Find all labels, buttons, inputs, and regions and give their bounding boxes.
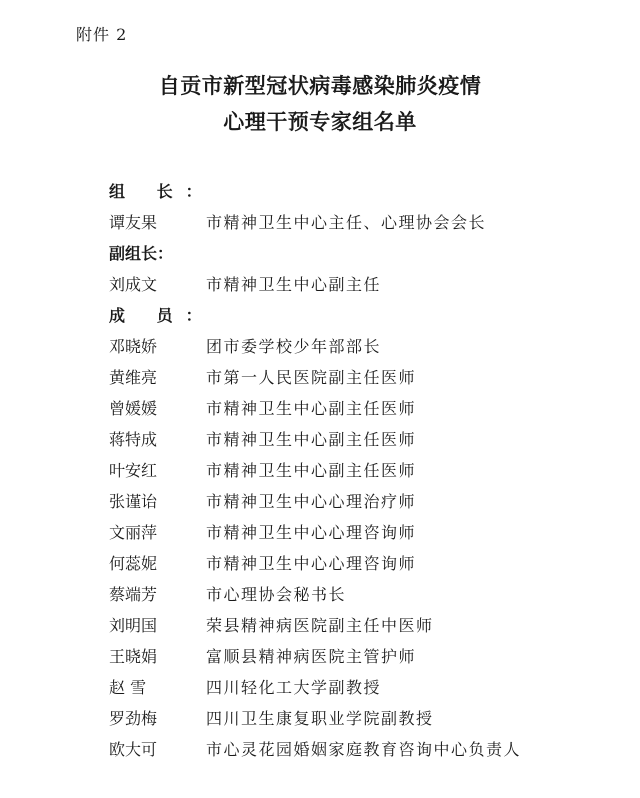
member-duty: 市精神卫生中心心理咨询师 [206,523,417,542]
member-name: 叶安红 [109,461,158,480]
member-duty: 市心理协会秘书长 [206,585,347,604]
section-label-deputy: 副组长： [109,244,174,263]
member-name: 刘明国 [109,616,158,635]
member-row [109,548,609,579]
member-name: 欧大可 [109,740,158,759]
member-name: 何蕊妮 [109,554,158,573]
member-name: 赵 雪 [109,678,147,697]
member-row [109,393,609,424]
member-row [109,641,609,672]
member-duty: 市精神卫生中心主任、心理协会会长 [206,213,487,232]
member-duty: 市第一人民医院副主任医师 [206,368,417,387]
member-name: 刘成文 [109,275,158,294]
member-row [109,331,609,362]
member-duty: 荣县精神病医院副主任中医师 [206,616,434,635]
member-row [109,269,609,300]
document-title-line1: 自贡市新型冠状病毒感染肺炎疫情 [158,73,482,98]
member-row [109,455,609,486]
member-name: 文丽萍 [109,523,158,542]
section-label-members: 成 员： [109,306,215,325]
member-duty: 市精神卫生中心心理咨询师 [206,554,417,573]
member-duty: 四川轻化工大学副教授 [206,678,382,697]
member-duty: 市心灵花园婚姻家庭教育咨询中心负责人 [206,740,522,759]
member-row [109,703,609,734]
member-row [109,517,609,548]
document-title-line2: 心理干预专家组名单 [223,109,417,134]
section-label-leader: 组 长： [109,182,215,201]
member-name: 张谨诒 [109,492,158,511]
member-duty: 富顺县精神病医院主管护师 [206,647,417,666]
member-row [109,610,609,641]
member-row [109,672,609,703]
member-duty: 市精神卫生中心副主任 [206,275,382,294]
member-name: 谭友果 [109,213,158,232]
member-row [109,579,609,610]
member-duty: 市精神卫生中心副主任医师 [206,430,417,449]
expert-roster [109,176,609,765]
member-row [109,734,609,765]
member-row [109,486,609,517]
member-name: 邓晓娇 [109,337,158,356]
member-duty: 市精神卫生中心心理治疗师 [206,492,417,511]
member-name: 蔡端芳 [109,585,158,604]
member-name: 蒋特成 [109,430,158,449]
member-duty: 市精神卫生中心副主任医师 [206,461,417,480]
member-duty: 团市委学校少年部部长 [206,337,382,356]
attachment-label: 附件 2 [76,25,128,44]
member-row [109,207,609,238]
member-name: 曾媛媛 [109,399,158,418]
member-name: 王晓娟 [109,647,158,666]
member-duty: 四川卫生康复职业学院副教授 [206,709,434,728]
member-duty: 市精神卫生中心副主任医师 [206,399,417,418]
member-row [109,362,609,393]
member-row [109,424,609,455]
member-name: 黄维亮 [109,368,158,387]
member-name: 罗劲梅 [109,709,158,728]
